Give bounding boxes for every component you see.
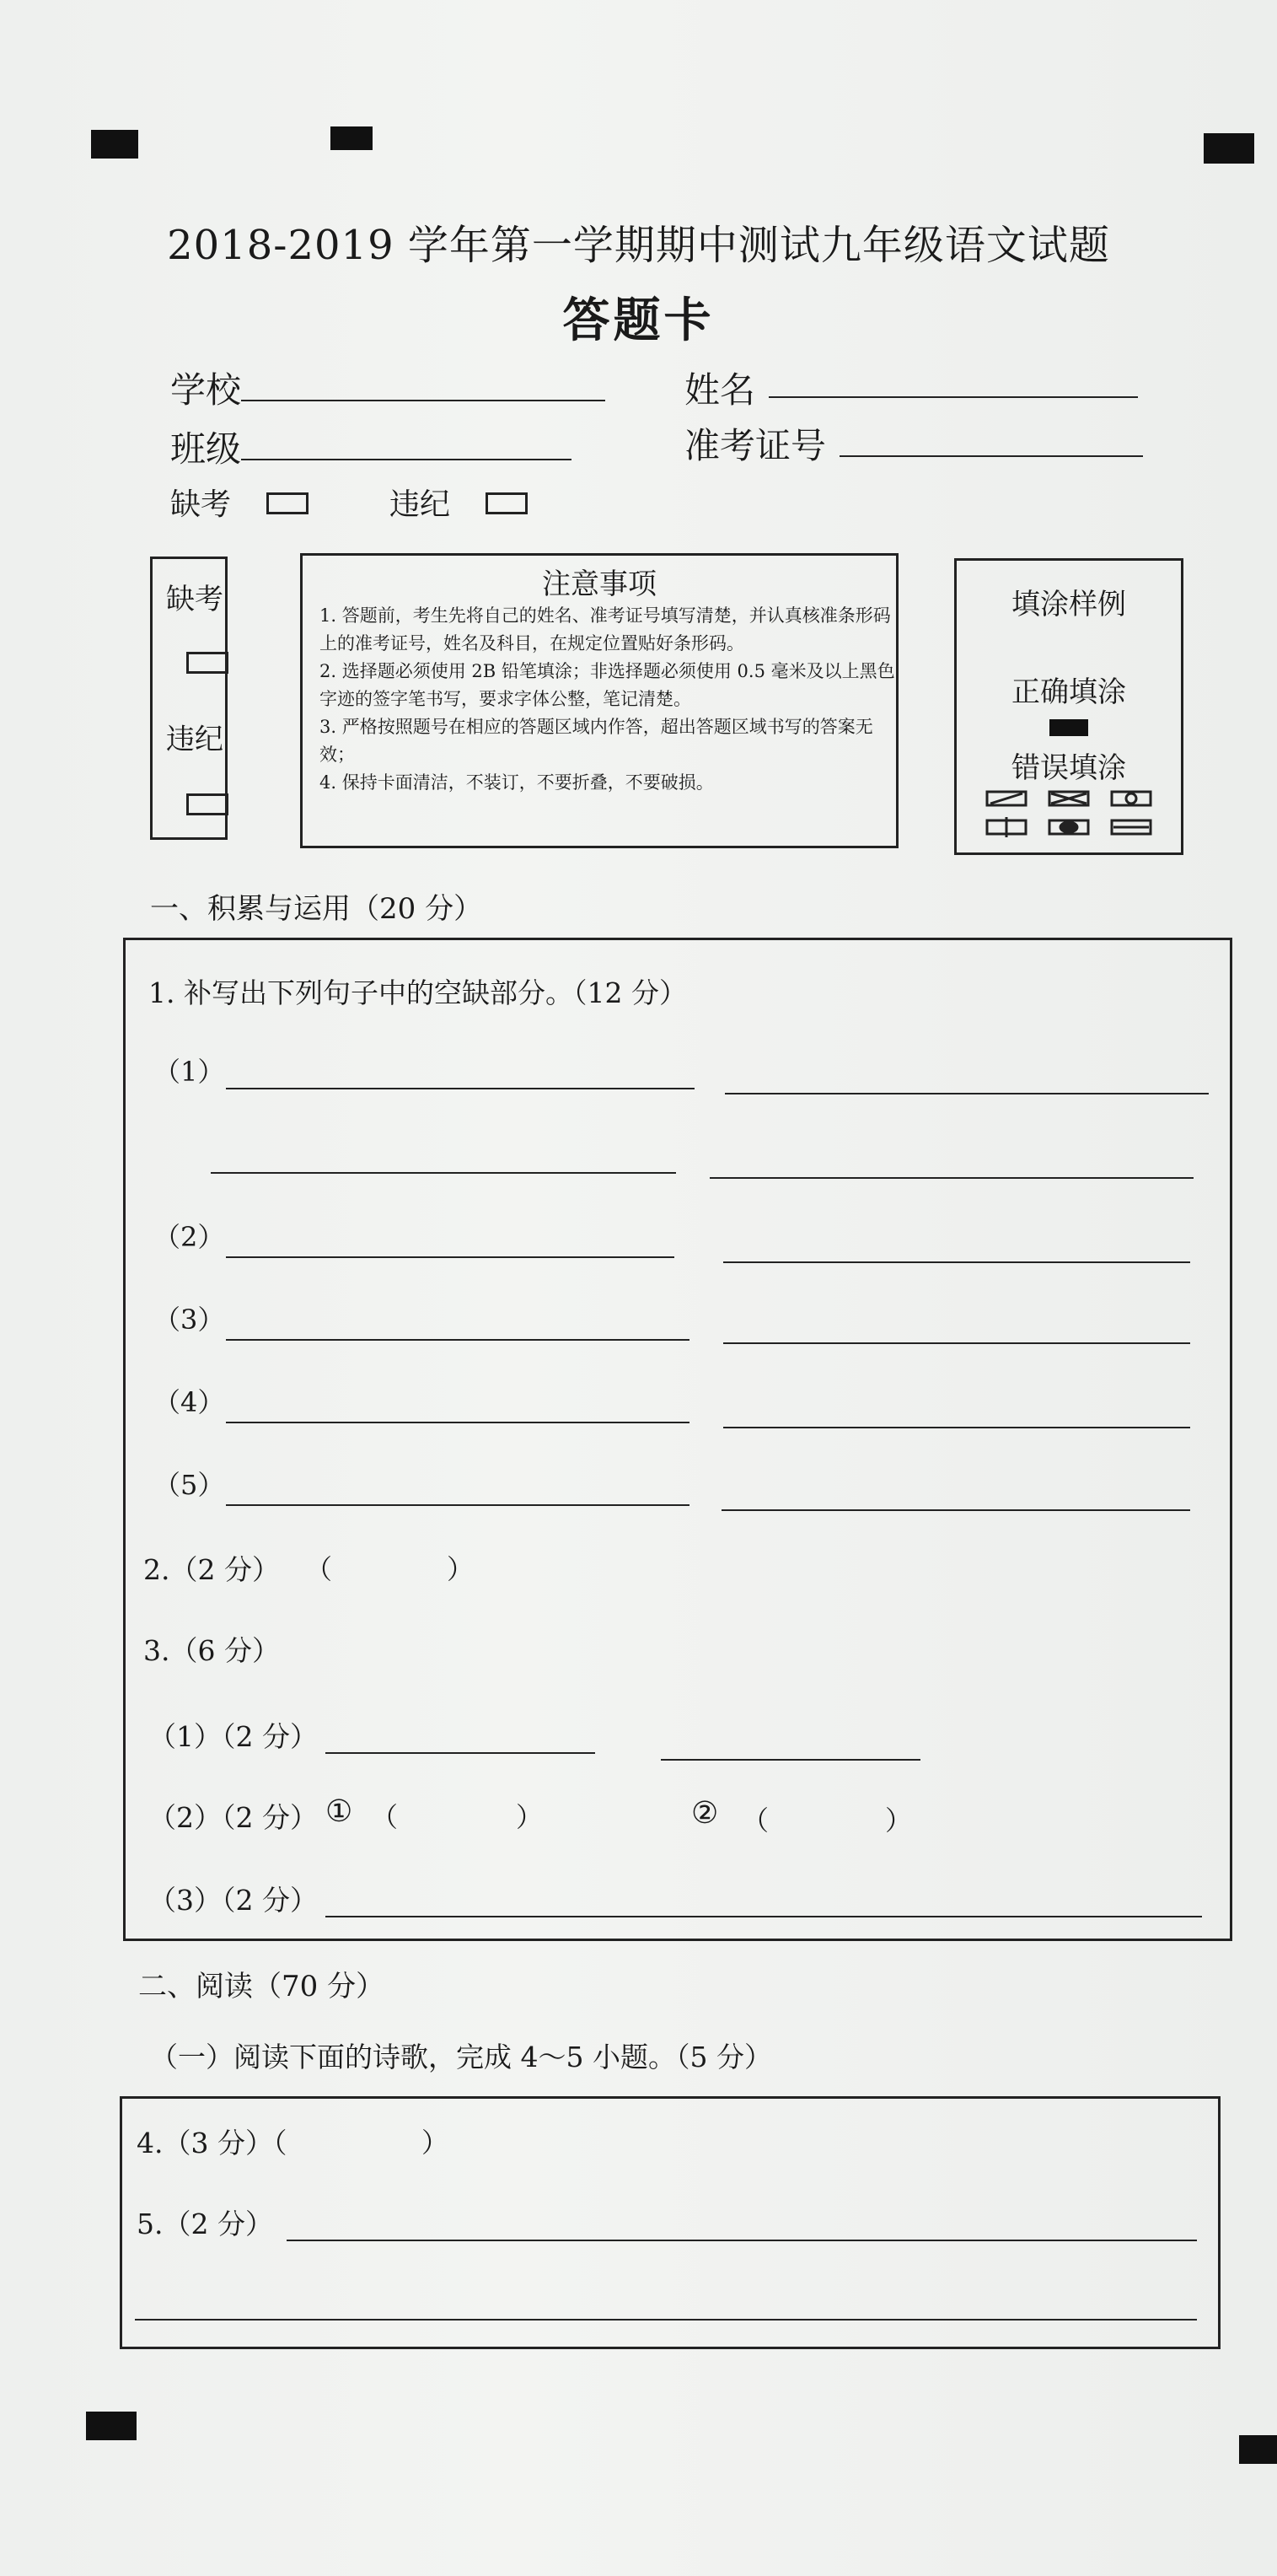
fill-sample-box <box>954 558 1183 855</box>
panel-violation-label: 违纪 <box>166 723 223 756</box>
answer-line[interactable] <box>226 1504 689 1506</box>
q1-item-label: （5） <box>153 1469 225 1501</box>
panel-absent-label: 缺考 <box>166 583 223 616</box>
answer-line[interactable] <box>723 1261 1190 1263</box>
registration-mark <box>1204 133 1254 164</box>
wrong-fill-label: 错误填涂 <box>1011 751 1126 785</box>
answer-line[interactable] <box>325 1916 1202 1917</box>
fill-sample-title: 填涂样例 <box>1011 588 1126 621</box>
answer-line[interactable] <box>325 1752 595 1754</box>
registration-mark <box>1239 2435 1277 2464</box>
answer-line[interactable] <box>287 2240 1197 2241</box>
q1-item-label: （4） <box>153 1386 225 1418</box>
q4-label: 4.（3 分）（ <box>137 2127 287 2159</box>
q3-2-paren-close: ） <box>516 1801 544 1833</box>
q3-2-label: （2）（2 分） <box>148 1801 318 1834</box>
section2-sub1-title: （一）阅读下面的诗歌，完成 4～5 小题。（5 分） <box>150 2041 772 2073</box>
notice-box <box>300 553 899 848</box>
answer-line[interactable] <box>211 1172 676 1174</box>
registration-mark <box>86 2412 137 2440</box>
q3-1-label: （1）（2 分） <box>148 1720 318 1753</box>
q3-3-label: （3）（2 分） <box>148 1884 318 1917</box>
correct-fill-sample <box>1049 719 1088 736</box>
answer-line[interactable] <box>226 1422 689 1423</box>
absent-violation-panel <box>150 557 228 840</box>
name-field[interactable] <box>769 396 1138 398</box>
q1-prompt: 1. 补写出下列句子中的空缺部分。（12 分） <box>148 976 687 1009</box>
panel-violation-checkbox[interactable] <box>186 793 228 815</box>
notice-title: 注意事项 <box>542 567 657 601</box>
answer-line[interactable] <box>661 1759 920 1761</box>
school-field[interactable] <box>241 400 605 401</box>
exam-title: 2018-2019 学年第一学期期中测试九年级语文试题 <box>167 222 1110 269</box>
section1-title: 一、积累与运用（20 分） <box>150 892 483 926</box>
answer-line[interactable] <box>723 1342 1190 1344</box>
panel-absent-checkbox[interactable] <box>186 652 228 674</box>
wrong-fill-samples <box>957 787 1181 854</box>
answer-line[interactable] <box>722 1509 1190 1511</box>
q1-item-label: （1） <box>153 1056 225 1088</box>
q3-2-paren-open: （ <box>371 1801 399 1833</box>
name-label: 姓名 <box>684 369 756 411</box>
class-field[interactable] <box>241 459 571 460</box>
answer-card-title: 答题卡 <box>562 293 715 348</box>
absent-label: 缺考 <box>170 487 232 522</box>
answer-line[interactable] <box>226 1088 695 1089</box>
notice-item: 4. 保持卡面清洁，不装订，不要折叠，不要破损。 <box>319 772 714 793</box>
q3-label: 3.（6 分） <box>143 1634 280 1667</box>
answer-line[interactable] <box>226 1339 689 1341</box>
answer-line[interactable] <box>723 1427 1190 1428</box>
violation-label: 违纪 <box>389 487 451 522</box>
exam-id-field[interactable] <box>840 455 1143 457</box>
q2-paren-open: （ <box>305 1553 333 1585</box>
q5-label: 5.（2 分） <box>137 2208 273 2240</box>
q2-label: 2.（2 分） <box>143 1553 280 1586</box>
answer-line[interactable] <box>710 1177 1194 1179</box>
violation-checkbox[interactable] <box>486 492 528 514</box>
correct-fill-label: 正确填涂 <box>1011 675 1126 709</box>
exam-id-label: 准考证号 <box>684 425 827 466</box>
answer-line[interactable] <box>226 1256 674 1258</box>
q3-2-circle-1: ① <box>325 1794 353 1829</box>
absent-checkbox[interactable] <box>266 492 309 514</box>
registration-mark <box>91 130 138 159</box>
q2-paren-close: ） <box>447 1553 475 1585</box>
q3-2-paren-open: （ <box>742 1804 770 1837</box>
school-label: 学校 <box>170 369 242 411</box>
notice-item: 3. 严格按照题号在相应的答题区域内作答，超出答题区域书写的答案无效； <box>319 717 873 765</box>
class-label: 班级 <box>170 428 242 470</box>
q3-2-circle-2: ② <box>691 1796 719 1831</box>
registration-mark <box>330 126 373 150</box>
notice-item: 1. 答题前，考生先将自己的姓名、准考证号填写清楚，并认真核准条形码上的准考证号，姓名及科目，在规定位置贴好条形码。 <box>319 605 891 653</box>
q4-paren-close: ） <box>421 2127 449 2159</box>
q3-2-paren-close: ） <box>885 1804 913 1837</box>
section2-title: 二、阅读（70 分） <box>138 1970 385 2003</box>
notice-item: 2. 选择题必须使用 2B 铅笔填涂；非选择题必须使用 0.5 毫米及以上黑色字迹的签字笔书写，要求字体公整，笔记清楚。 <box>319 661 895 709</box>
answer-line[interactable] <box>135 2319 1197 2321</box>
answer-line[interactable] <box>725 1093 1209 1094</box>
q1-item-label: （3） <box>153 1304 225 1336</box>
q1-item-label: （2） <box>153 1221 225 1253</box>
